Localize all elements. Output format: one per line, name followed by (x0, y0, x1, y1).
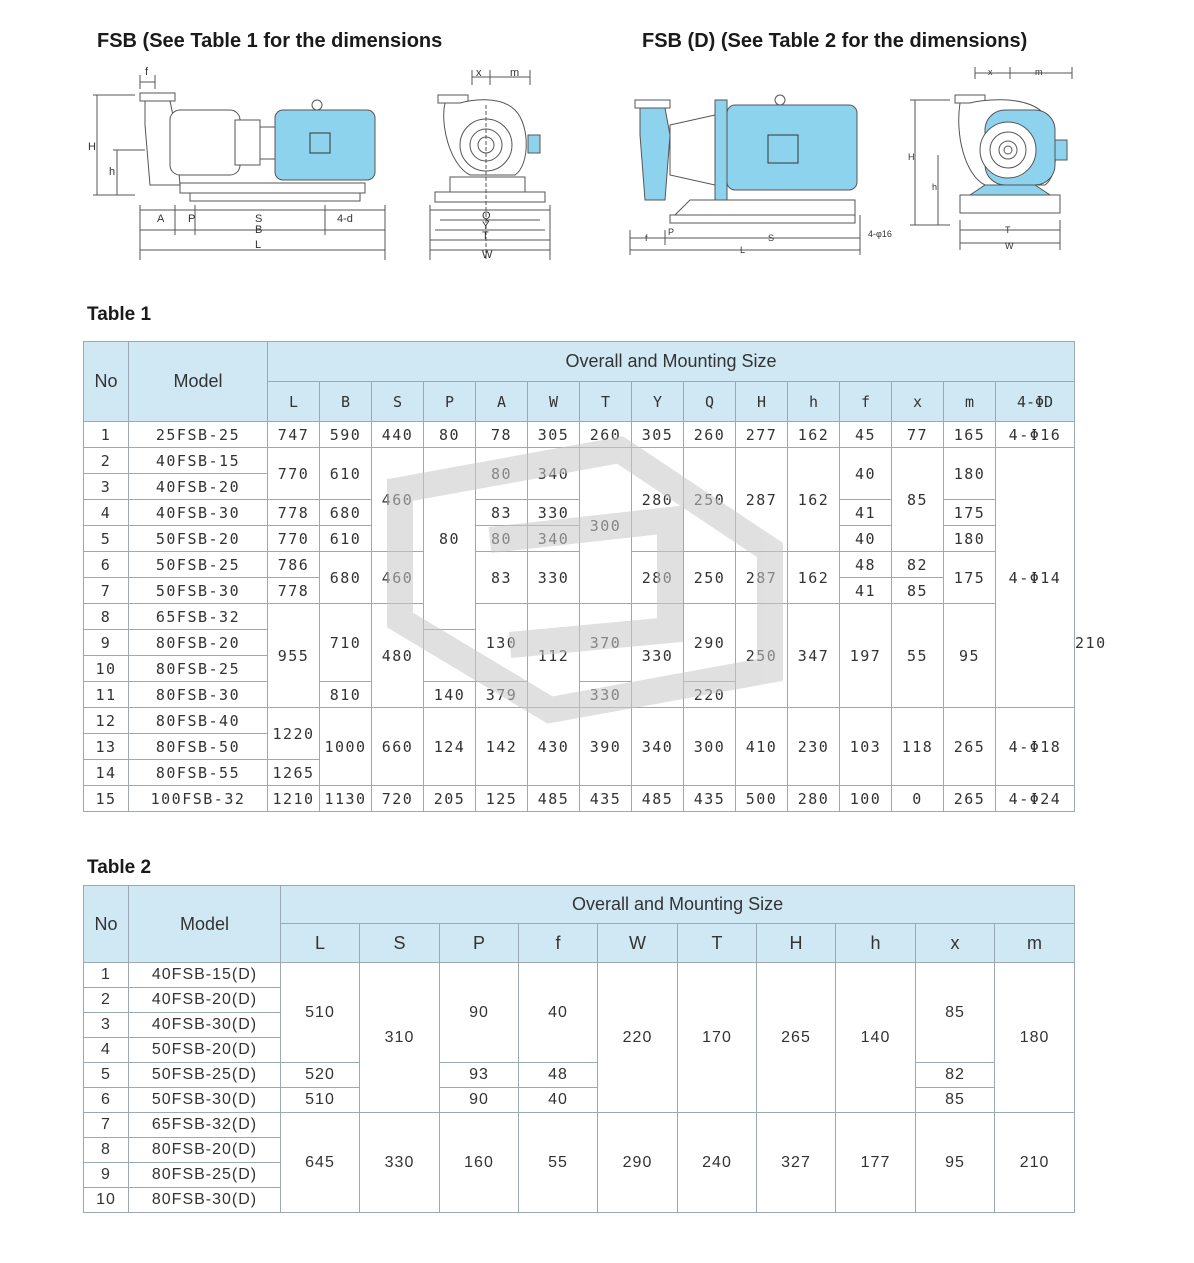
cell: 265 (944, 786, 996, 812)
t1-col-f: f (840, 382, 892, 422)
cell: 5 (84, 1063, 129, 1088)
cell: 80FSB-40 (129, 708, 268, 734)
cell: 10 (84, 1188, 129, 1213)
cell: 48 (519, 1063, 598, 1088)
cell: 2 (84, 988, 129, 1013)
cell: 90 (440, 1088, 519, 1113)
cell: 1 (84, 963, 129, 988)
cell: 13 (84, 734, 129, 760)
cell: 645 (281, 1113, 360, 1213)
cell: 280 (632, 448, 684, 552)
cell: 80FSB-30 (129, 682, 268, 708)
cell: 410 (736, 708, 788, 786)
t2-col-W: W (598, 924, 678, 963)
cell: 65FSB-32(D) (129, 1113, 281, 1138)
t1-col-T: T (580, 382, 632, 422)
dim-label-h: h (109, 166, 116, 178)
cell: 130 (476, 604, 528, 682)
fsb-d-side-view-drawing (620, 75, 910, 265)
table-row (84, 708, 1075, 734)
cell: 610 (320, 448, 372, 500)
cell: 40 (840, 448, 892, 500)
table-row (84, 552, 1075, 578)
cell: 1 (84, 422, 129, 448)
table1-header-no: No (84, 342, 129, 422)
cell: 1265 (268, 760, 320, 786)
fsb-side-view-drawing (85, 65, 405, 265)
cell: 510 (281, 963, 360, 1063)
t2-col-x: x (916, 924, 995, 963)
t1-col-L: L (268, 382, 320, 422)
dim-label-f: f (145, 66, 149, 78)
cell: 55 (519, 1113, 598, 1213)
end-dim-label-Y: Y (482, 220, 490, 232)
cell: 330 (528, 552, 580, 604)
end-dim-label-x: x (476, 67, 482, 79)
cell: 290 (598, 1113, 678, 1213)
end-dim-label-T: T (482, 230, 489, 242)
cell: 305 (632, 422, 684, 448)
cell: 125 (476, 786, 528, 812)
cell: 65FSB-32 (129, 604, 268, 630)
cell: 680 (320, 500, 372, 526)
cell: 250 (684, 448, 736, 552)
table-row (84, 1088, 1075, 1113)
cell: 124 (424, 708, 476, 786)
cell: 48 (840, 552, 892, 578)
cell: 162 (788, 422, 840, 448)
cell: 230 (788, 708, 840, 786)
d-end-dim-label-x: x (988, 67, 993, 77)
cell: 95 (916, 1113, 995, 1213)
t2-col-P: P (440, 924, 519, 963)
cell: 40FSB-15 (129, 448, 268, 474)
cell: 778 (268, 500, 320, 526)
cell: 25FSB-25 (129, 422, 268, 448)
heading-fsb: FSB (See Table 1 for the dimensions (97, 30, 443, 52)
cell: 485 (632, 786, 684, 812)
cell: 7 (84, 1113, 129, 1138)
t1-col-Y: Y (632, 382, 684, 422)
cell: 197 (840, 604, 892, 708)
cell: 240 (678, 1113, 757, 1213)
cell: 80 (476, 448, 528, 500)
cell: 0 (892, 786, 944, 812)
cell: 510 (281, 1088, 360, 1113)
cell: 180 (944, 526, 996, 552)
cell: 40FSB-30(D) (129, 1013, 281, 1038)
cell: 370 (580, 604, 632, 682)
cell: 6 (84, 552, 129, 578)
cell: 40FSB-20 (129, 474, 268, 500)
cell: 327 (757, 1113, 836, 1213)
dim-label-B: B (255, 224, 263, 236)
cell: 177 (836, 1113, 916, 1213)
cell: 287 (736, 552, 788, 604)
cell: 45 (840, 422, 892, 448)
cell: 50FSB-25 (129, 552, 268, 578)
cell: 220 (598, 963, 678, 1113)
t1-col-H: H (736, 382, 788, 422)
t1-col-Q: Q (684, 382, 736, 422)
cell: 747 (268, 422, 320, 448)
d-end-dim-label-H: H (908, 152, 915, 162)
end-dim-label-m: m (510, 67, 520, 79)
cell: 142 (476, 708, 528, 786)
t2-col-h: h (836, 924, 916, 963)
cell: 277 (736, 422, 788, 448)
cell: 290 (684, 604, 736, 682)
cell: 85 (892, 448, 944, 552)
cell: 85 (916, 963, 995, 1063)
cell: 660 (372, 708, 424, 786)
t2-col-S: S (360, 924, 440, 963)
cell: 250 (736, 604, 788, 708)
t2-col-L: L (281, 924, 360, 963)
t1-col-P: P (424, 382, 476, 422)
heading-fsb-d: FSB (D) (See Table 2 for the dimensions) (642, 30, 1028, 52)
cell: 14 (84, 760, 129, 786)
cell: 5 (84, 526, 129, 552)
cell: 430 (528, 708, 580, 786)
cell: 435 (580, 786, 632, 812)
t2-col-T: T (678, 924, 757, 963)
dim-label-A: A (157, 213, 165, 225)
cell: 4-Φ14 (996, 448, 1075, 708)
table2-title: Table 2 (87, 857, 152, 878)
cell: 15 (84, 786, 129, 812)
table2 (83, 885, 1075, 1213)
cell: 770 (268, 448, 320, 500)
t1-col-h: h (788, 382, 840, 422)
cell: 11 (84, 682, 129, 708)
cell: 80 (424, 448, 476, 630)
cell: 250 (684, 552, 736, 604)
cell: 1000 (320, 708, 372, 786)
cell: 112 (528, 604, 580, 708)
cell: 590 (320, 422, 372, 448)
table2-header-model: Model (129, 886, 281, 963)
cell: 165 (944, 422, 996, 448)
d-dim-label-f: f (645, 233, 648, 243)
cell: 1210 (268, 786, 320, 812)
d-dim-label-P: P (668, 227, 675, 237)
cell: 80 (424, 422, 476, 448)
t1-col-4phiD: 4-ΦD (996, 382, 1075, 422)
cell: 280 (788, 786, 840, 812)
end-dim-label-W: W (482, 249, 493, 261)
cell: 80FSB-25(D) (129, 1163, 281, 1188)
cell: 778 (268, 578, 320, 604)
cell: 40 (519, 963, 598, 1063)
cell: 80 (476, 526, 528, 552)
cell: 500 (736, 786, 788, 812)
cell: 83 (476, 500, 528, 526)
cell: 440 (372, 422, 424, 448)
table2-header-group: Overall and Mounting Size (281, 886, 1075, 924)
cell: 340 (528, 526, 580, 552)
cell: 77 (892, 422, 944, 448)
end-dim-label-Q: Q (482, 210, 491, 222)
cell: 118 (892, 708, 944, 786)
cell: 786 (268, 552, 320, 578)
cell: 162 (788, 448, 840, 552)
cell: 40FSB-15(D) (129, 963, 281, 988)
cell: 100 (840, 786, 892, 812)
cell: 80FSB-30(D) (129, 1188, 281, 1213)
cell: 40FSB-30 (129, 500, 268, 526)
cell: 330 (360, 1113, 440, 1213)
cell: 40 (519, 1088, 598, 1113)
d-end-dim-label-m: m (1035, 67, 1043, 77)
cell: 3 (84, 474, 129, 500)
cell: 310 (360, 963, 440, 1113)
table2-header-no: No (84, 886, 129, 963)
cell: 41 (840, 578, 892, 604)
cell: 50FSB-20 (129, 526, 268, 552)
cell: 340 (528, 448, 580, 500)
t2-col-H: H (757, 924, 836, 963)
cell: 83 (476, 552, 528, 604)
cell: 610 (320, 526, 372, 552)
cell: 85 (916, 1088, 995, 1113)
cell: 340 (632, 708, 684, 786)
cell: 7 (84, 578, 129, 604)
cell: 4-Φ18 (996, 708, 1075, 786)
cell: 175 (944, 552, 996, 604)
table1-header-group: Overall and Mounting Size (268, 342, 1075, 382)
cell: 180 (944, 448, 996, 500)
cell: 300 (580, 448, 632, 604)
cell: 55 (892, 604, 944, 708)
cell: 460 (372, 448, 424, 552)
cell: 95 (944, 604, 996, 708)
cell: 4 (84, 1038, 129, 1063)
cell: 41 (840, 500, 892, 526)
cell: 80FSB-25 (129, 656, 268, 682)
cell: 90 (440, 963, 519, 1063)
cell: 40 (840, 526, 892, 552)
cell: 160 (440, 1113, 519, 1213)
cell: 379 (476, 682, 528, 708)
dim-label-4d: 4-d (337, 213, 353, 225)
fsb-end-view-drawing (420, 65, 560, 265)
cell: 8 (84, 1138, 129, 1163)
d-dim-label-4phi16: 4-φ16 (868, 229, 892, 239)
table-row (84, 963, 1075, 988)
cell: 12 (84, 708, 129, 734)
d-dim-label-S: S (768, 233, 775, 243)
cell: 390 (580, 708, 632, 786)
d-end-dim-label-h: h (932, 182, 938, 192)
cell: 347 (788, 604, 840, 708)
cell: 50FSB-30(D) (129, 1088, 281, 1113)
cell: 140 (836, 963, 916, 1113)
cell: 280 (632, 552, 684, 604)
cell: 460 (372, 552, 424, 604)
cell: 1130 (320, 786, 372, 812)
cell: 3 (84, 1013, 129, 1038)
cell: 10 (84, 656, 129, 682)
cell: 520 (281, 1063, 360, 1088)
cell: 80FSB-20(D) (129, 1138, 281, 1163)
t1-col-S: S (372, 382, 424, 422)
t1-col-W: W (528, 382, 580, 422)
fsb-d-end-view-drawing (900, 65, 1080, 265)
cell: 80FSB-50 (129, 734, 268, 760)
cell: 770 (268, 526, 320, 552)
cell: 93 (440, 1063, 519, 1088)
table-row (84, 1063, 1075, 1088)
cell: 9 (84, 1163, 129, 1188)
cell: 265 (944, 708, 996, 786)
cell: 955 (268, 604, 320, 708)
table1 (83, 341, 1107, 812)
table-row (84, 422, 1075, 448)
cell: 6 (84, 1088, 129, 1113)
d-end-dim-label-W: W (1005, 241, 1014, 251)
cell: 8 (84, 604, 129, 630)
cell: 103 (840, 708, 892, 786)
table-row: 8 65FSB-32 955 710 480 130 112 370 330 290 250 347 197 55 95 210 (84, 604, 1075, 630)
cell: 720 (372, 786, 424, 812)
cell: 480 (372, 604, 424, 708)
cell: 435 (684, 786, 736, 812)
dim-label-H: H (88, 141, 96, 153)
cell: 170 (678, 963, 757, 1113)
cell: 300 (684, 708, 736, 786)
cell: 260 (684, 422, 736, 448)
t1-col-x: x (892, 382, 944, 422)
t1-col-m: m (944, 382, 996, 422)
cell: 305 (528, 422, 580, 448)
cell: 82 (892, 552, 944, 578)
cell: 810 (320, 682, 372, 708)
dim-label-P: P (188, 213, 196, 225)
cell: 80FSB-55 (129, 760, 268, 786)
cell: 82 (916, 1063, 995, 1088)
cell: 50FSB-25(D) (129, 1063, 281, 1088)
table-row (84, 786, 1075, 812)
cell: 4-Φ24 (996, 786, 1075, 812)
cell: 162 (788, 552, 840, 604)
cell: 1220 (268, 708, 320, 760)
cell: 100FSB-32 (129, 786, 268, 812)
cell: 330 (580, 682, 632, 708)
cell: 85 (892, 578, 944, 604)
cell: 78 (476, 422, 528, 448)
cell: 330 (528, 500, 580, 526)
cell: 175 (944, 500, 996, 526)
dim-label-S: S (255, 213, 263, 225)
cell: 2 (84, 448, 129, 474)
cell: 180 (995, 963, 1075, 1113)
cell: 330 (632, 604, 684, 708)
dim-label-L: L (255, 239, 262, 251)
cell: 40FSB-20(D) (129, 988, 281, 1013)
cell: 4-Φ16 (996, 422, 1075, 448)
cell: 80FSB-20 (129, 630, 268, 656)
cell: 265 (757, 963, 836, 1113)
d-end-dim-label-T: T (1005, 225, 1011, 235)
cell: 4 (84, 500, 129, 526)
table1-header-model: Model (129, 342, 268, 422)
cell: 220 (684, 682, 736, 708)
t1-col-A: A (476, 382, 528, 422)
cell: 140 (424, 682, 476, 708)
cell: 210 (995, 1113, 1075, 1213)
table1-title: Table 1 (87, 304, 152, 325)
table-row (84, 448, 1075, 474)
t2-col-m: m (995, 924, 1075, 963)
cell: 205 (424, 786, 476, 812)
cell: 485 (528, 786, 580, 812)
table-row (84, 1113, 1075, 1138)
cell: 50FSB-20(D) (129, 1038, 281, 1063)
cell: 260 (580, 422, 632, 448)
t2-col-f: f (519, 924, 598, 963)
t1-col-B: B (320, 382, 372, 422)
cell: 50FSB-30 (129, 578, 268, 604)
cell: 680 (320, 552, 372, 604)
cell: 710 (320, 604, 372, 682)
d-dim-label-L: L (740, 245, 746, 255)
cell: 287 (736, 448, 788, 552)
cell: 9 (84, 630, 129, 656)
